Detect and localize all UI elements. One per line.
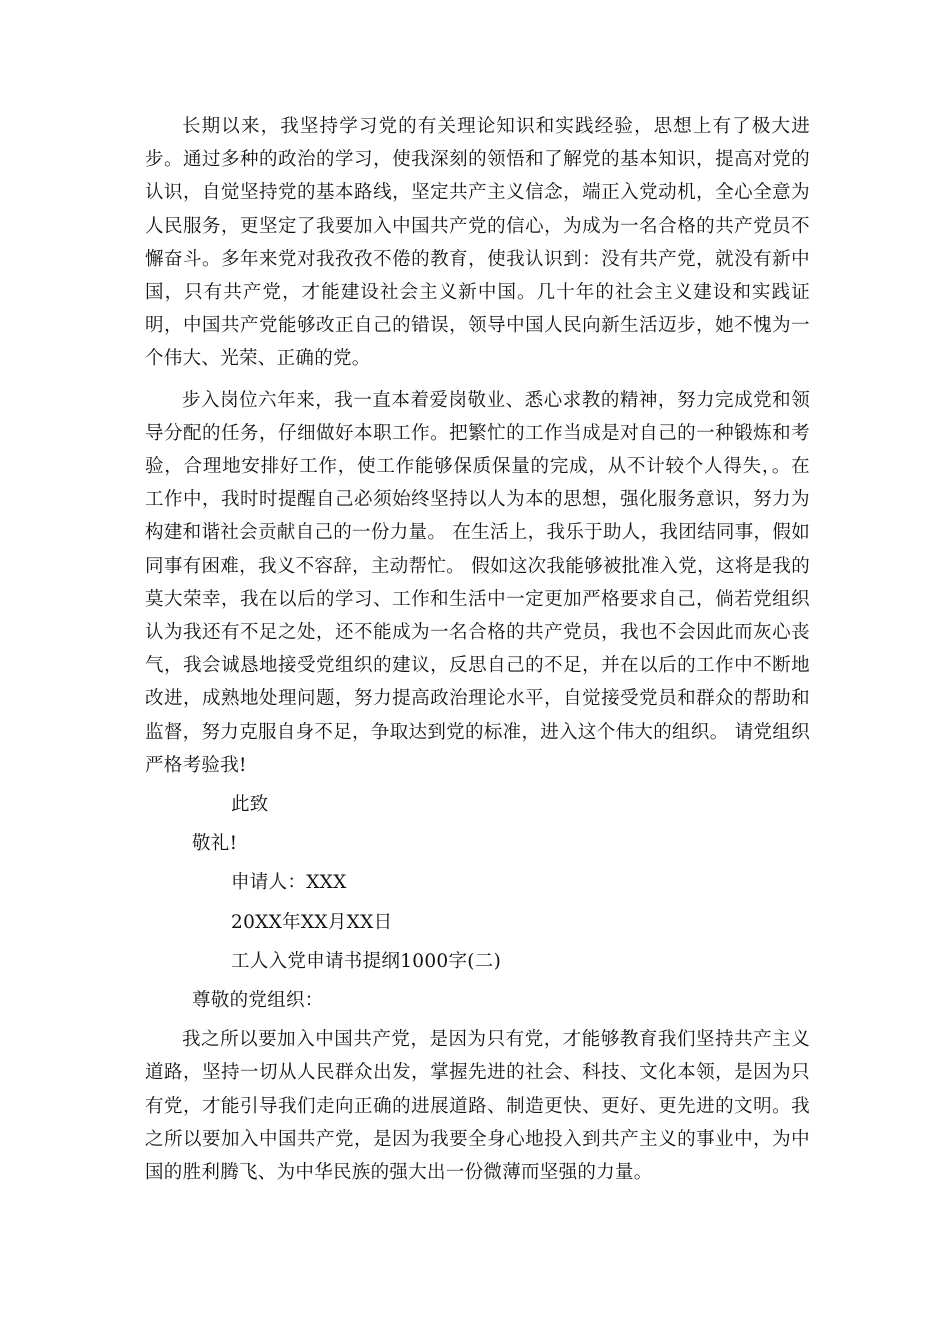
- paragraph-2: 步入岗位六年来，我一直本着爱岗敬业、悉心求教的精神，努力完成党和领导分配的任务，仔细做好本职工作。把繁忙的工作当成是对自己的一种锻炼和考验，合理地安排好工作，使工作能够保质保量的完成，从不计较个人得失，。在工作中，我时时提醒自己必须始终坚持以人为本的思想，强化服务意识，努力为构建和谐社会贡献自己的一份力量。 在生活上，我乐于助人，我团结同事，假如同事有困难，我义不容辞，主动帮忙。 假如这次我能够被批准入党，这将是我的莫大荣幸，我在以后的学习、工作和生活中一定更加严格要求自己，倘若党组织认为我还有不足之处，还不能成为一名合格的共产党员，我也不会因此而灰心丧气，我会诚恳地接受党组织的建议，反思自己的不足，并在以后的工作中不断地改进，成熟地处理问题，努力提高政治理论水平，自觉接受党员和群众的帮助和监督，努力克服自身不足，争取达到党的标准，进入这个伟大的组织。 请党组织严格考验我!: [145, 389, 810, 776]
- document-body: [145, 110, 810, 1189]
- paragraph-3: 我之所以要加入中国共产党，是因为只有党，才能够教育我们坚持共产主义道路，坚持一切从人民群众出发，掌握先进的社会、科技、文化本领，是因为只有党，才能引导我们走向正确的进展道路、制造更快、更好、更先进的文明。我之所以要加入中国共产党，是因为我要全身心地投入到共产主义的事业中，为中国的胜利腾飞、为中华民族的强大出一份微薄而坚强的力量。: [145, 1029, 810, 1183]
- salutation: 尊敬的党组织：: [192, 990, 324, 1011]
- closing-jingli: 敬礼!: [192, 833, 238, 855]
- section-title: 工人入党申请书提纲1000字(二): [231, 950, 502, 972]
- date-line: 20XX年XX月XX日: [231, 911, 393, 933]
- paragraph-1: 长期以来，我坚持学习党的有关理论知识和实践经验，思想上有了极大进步。通过多种的政治的学习，使我深刻的领悟和了解党的基本知识，提高对党的认识，自觉坚持党的基本路线，坚定共产主义信念，端正入党动机，全心全意为人民服务，更坚定了我要加入中国共产党的信心，为成为一名合格的共产党员不懈奋斗。多年来党对我孜孜不倦的教育，使我认识到：没有共产党，就没有新中国，只有共产党，才能建设社会主义新中国。几十年的社会主义建设和实践证明，中国共产党能够改正自己的错误，领导中国人民向新生活迈步，她不愧为一个伟大、光荣、正确的党。: [145, 116, 810, 370]
- applicant-line: 申请人：XXX: [231, 872, 347, 894]
- closing-cizhi: 此致: [231, 794, 269, 816]
